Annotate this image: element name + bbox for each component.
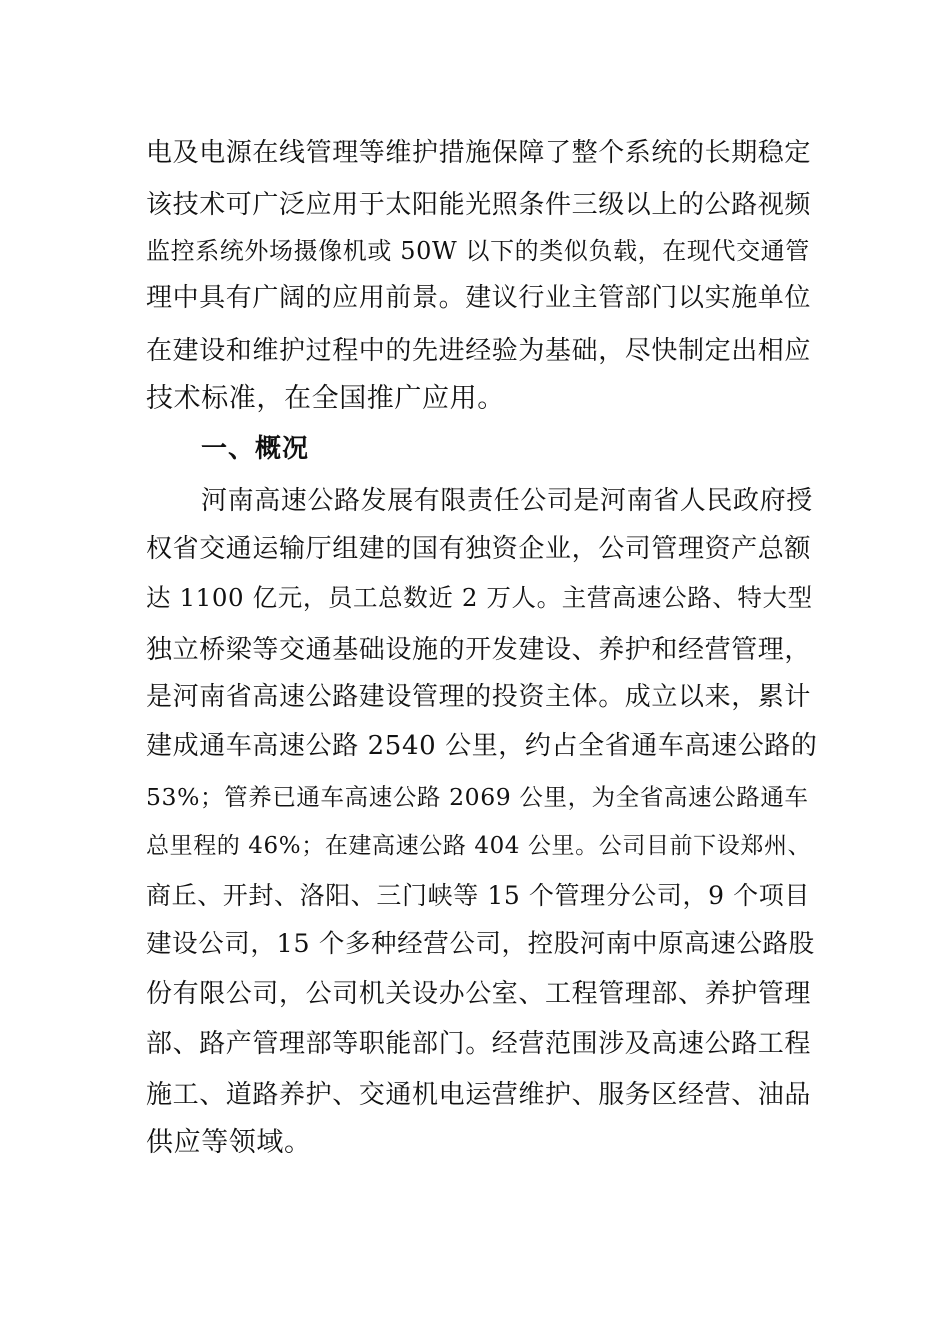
text-line: 权省交通运输厅组建的国有独资企业，公司管理资产总额 [146, 534, 812, 564]
text-line: 理中具有广阔的应用前景。建议行业主管部门以实施单位 [146, 283, 812, 313]
text-line: 电及电源在线管理等维护措施保障了整个系统的长期稳定 [146, 138, 812, 168]
text-line: 在建设和维护过程中的先进经验为基础，尽快制定出相应 [146, 336, 812, 366]
text-line: 建成通车高速公路 2540 公里，约占全省通车高速公路的 [146, 731, 818, 761]
section-heading: 一、概况 [201, 434, 310, 464]
text-line: 53%；管养已通车高速公路 2069 公里，为全省高速公路通车 [146, 783, 809, 811]
text-line: 份有限公司，公司机关设办公室、工程管理部、养护管理 [146, 979, 812, 1009]
text-line: 商丘、开封、洛阳、三门峡等 15 个管理分公司，9 个项目 [146, 881, 810, 910]
text-line: 达 1100 亿元，员工总数近 2 万人。主营高速公路、特大型 [146, 583, 813, 612]
text-line: 建设公司，15 个多种经营公司，控股河南中原高速公路股 [146, 929, 815, 959]
text-line: 是河南省高速公路建设管理的投资主体。成立以来，累计 [146, 682, 812, 712]
text-line: 供应等领域。 [146, 1127, 312, 1158]
text-line: 技术标准，在全国推广应用。 [146, 383, 505, 414]
text-line: 监控系统外场摄像机或 50W 以下的类似负载，在现代交通管 [146, 237, 810, 265]
text-line: 独立桥梁等交通基础设施的开发建设、养护和经营管理， [146, 635, 812, 665]
text-line: 河南高速公路发展有限责任公司是河南省人民政府授 [201, 486, 813, 516]
text-line: 施工、道路养护、交通机电运营维护、服务区经营、油品 [146, 1080, 812, 1110]
text-line: 该技术可广泛应用于太阳能光照条件三级以上的公路视频 [146, 190, 812, 220]
text-line: 总里程的 46%；在建高速公路 404 公里。公司目前下设郑州、 [146, 833, 812, 859]
text-line: 部、路产管理部等职能部门。经营范围涉及高速公路工程 [146, 1029, 812, 1059]
